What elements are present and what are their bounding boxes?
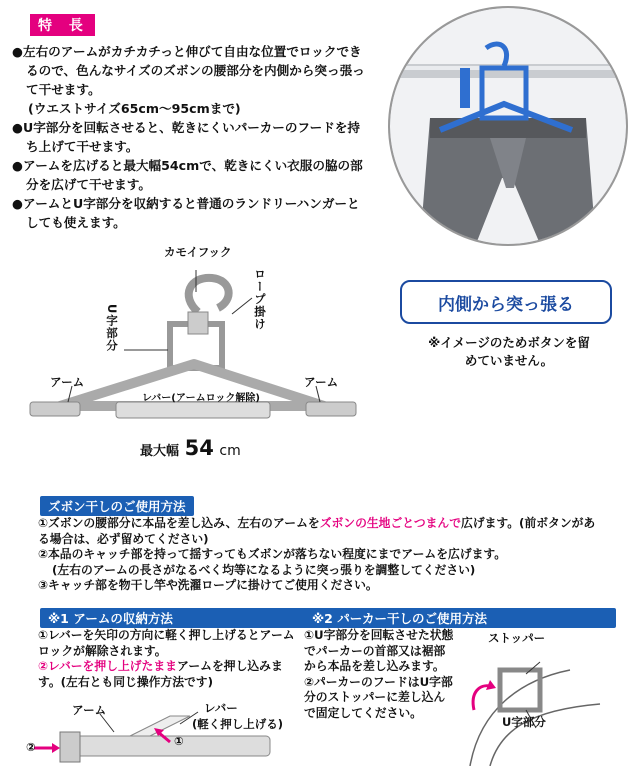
features-list (12, 42, 372, 232)
rope-label: ロープ掛け (253, 268, 267, 331)
storage-num-2: ② (26, 740, 36, 754)
product-photo (388, 6, 628, 246)
parka-step-1: ①U字部分を回転させた状態でパーカーの首部又は裾部から本品を差し込みます。 (304, 628, 454, 673)
hook-label: カモイフック (164, 245, 232, 259)
usage-step-2-note: (左右のアームの長さがなるべく均等になるように突っ張りを調整してください) (52, 562, 476, 577)
usage-steps (38, 516, 604, 594)
storage-num-1: ① (174, 734, 184, 748)
parka-step-2: ②パーカーのフードはU字部分のストッパーに差し込んで固定してください。 (304, 674, 453, 720)
parka-u-label: U字部分 (502, 715, 546, 729)
parka-diagram (460, 640, 610, 766)
feature-item: ●アームとU字部分を収納すると普通のランドリーハンガーとしても使えます。 (12, 196, 360, 230)
lever-label: レバー(アームロック解除) (142, 393, 260, 404)
max-width-label (140, 436, 241, 460)
photo-caption-box (400, 280, 612, 324)
storage-steps (38, 628, 300, 690)
feature-item: ●U字部分を回転させると、乾きにくいパーカーのフードを持ち上げて干せます。 (12, 120, 361, 154)
max-width-prefix: 最大幅 (140, 444, 180, 459)
usage-step-3: ③キャッチ部を物干し竿や洗濯ロープに掛けてご使用ください。 (38, 578, 378, 592)
storage-diagram (30, 702, 300, 768)
usage-step-1: ①ズボンの腰部分に本品を差し込み、左右のアームをズボンの生地ごとつまんで広げます。(前ボタンがある場合は、必ず留めてください) (38, 516, 596, 546)
feature-item: ●左右のアームがカチカチっと伸びて自由な位置でロックできるので、色んなサイズのズボンの腰部分を内側から突っ張って干せます。 (12, 44, 365, 97)
arm-left-label: アーム (50, 375, 85, 389)
arm-right-label: アーム (304, 375, 339, 389)
parka-steps (304, 628, 456, 721)
storage-step-2: ②レバーを押し上げたままアームを押し込みます。(左右とも同じ操作方法です) (38, 659, 283, 689)
photo-caption: 内側から突っ張る (438, 294, 574, 315)
storage-lever-label: レバー (204, 701, 238, 715)
max-width-value: 54 (184, 436, 214, 460)
hanger-diagram (20, 236, 380, 436)
features-heading: 特 長 (30, 14, 95, 36)
storage-lever-note: (軽く押し上げる) (192, 717, 284, 731)
usage-heading: ズボン干しのご使用方法 (40, 496, 194, 516)
usage-step-2: ②本品のキャッチ部を持って揺すってもズボンが落ちない程度にまでアームを広げます。 (38, 547, 507, 561)
photo-note: ※イメージのためボタンを留めていません。 (428, 335, 590, 368)
storage-heading: ※1 アームの収納方法 (40, 608, 310, 628)
storage-step-1: ①レバーを矢印の方向に軽く押し上げるとアームロックが解除されます。 (38, 628, 295, 658)
storage-arm-label: アーム (72, 703, 107, 717)
feature-item: (ウエストサイズ65cm〜95cmまで) (28, 101, 241, 116)
stopper-label: ストッパー (488, 631, 546, 645)
parka-heading: ※2 パーカー干しのご使用方法 (304, 608, 616, 628)
u-part-label: U字部分 (105, 304, 119, 352)
feature-item: ●アームを広げると最大幅54cmで、乾きにくい衣服の脇の部分を広げて干せます。 (12, 158, 363, 192)
max-width-unit: cm (219, 443, 241, 459)
